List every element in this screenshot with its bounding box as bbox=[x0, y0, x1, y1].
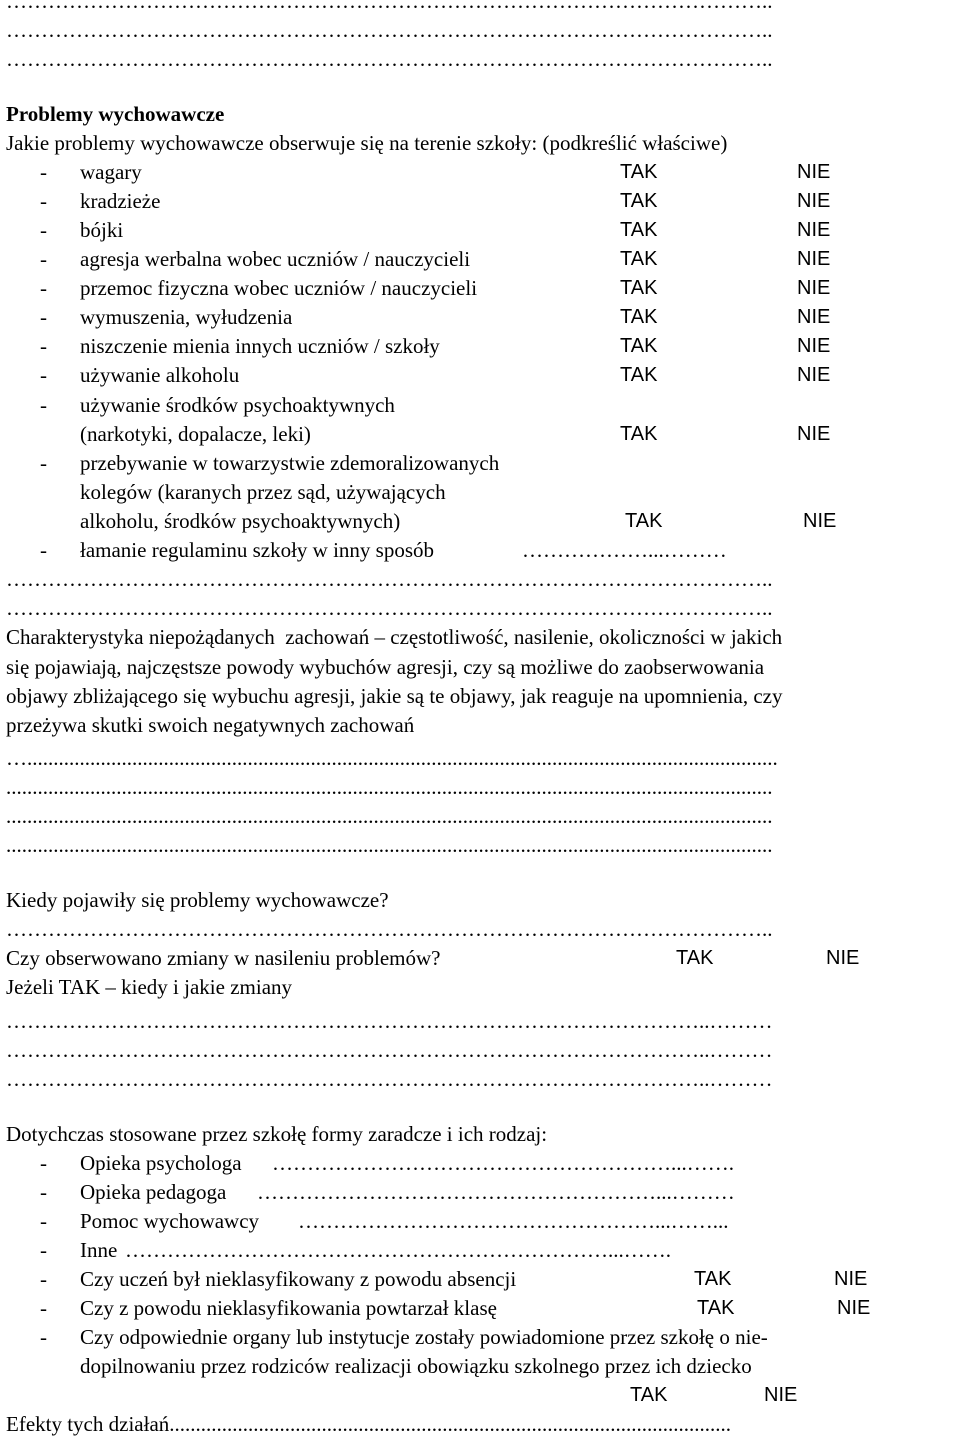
remedy-label: Opieka psychologa bbox=[80, 1151, 242, 1175]
dotted-line[interactable]: ………………………………………………………………………………………..……… bbox=[6, 1009, 773, 1033]
dash: - bbox=[40, 1209, 47, 1233]
tak-option[interactable]: TAK bbox=[620, 306, 658, 328]
nie-option[interactable]: NIE bbox=[797, 190, 831, 212]
dotted-line[interactable]: ……………………………………………………………………………………………….. bbox=[6, 596, 773, 620]
tak-option[interactable]: TAK bbox=[620, 335, 658, 357]
dash: - bbox=[40, 305, 47, 329]
tak-option[interactable]: TAK bbox=[620, 219, 658, 241]
dotted-line: ……………………………………………………………………………………………….. bbox=[6, 0, 773, 13]
answer-dots[interactable]: ……………………………………………...……... bbox=[298, 1209, 729, 1233]
section-title-problems: Problemy wychowawcze bbox=[6, 102, 225, 126]
changes-question: Czy obserwowano zmiany w nasileniu problemów? bbox=[6, 946, 441, 970]
dash: - bbox=[40, 1325, 47, 1349]
behavior-characteristics-text: Charakterystyka niepożądanych zachowań – częstotliwość, nasilenie, okoliczności w jakich bbox=[6, 625, 783, 649]
nie-option[interactable]: NIE bbox=[797, 423, 831, 445]
problem-label: wymuszenia, wyłudzenia bbox=[80, 305, 293, 329]
problem-label: kradzieże bbox=[80, 189, 161, 213]
dotted-line[interactable]: .................................................................................................................................................. bbox=[6, 804, 773, 828]
dotted-line[interactable]: ……………………………………………………………………………………………….. bbox=[6, 917, 773, 941]
tak-option[interactable]: TAK bbox=[620, 190, 658, 212]
repeat-question: Czy z powodu nieklasyfikowania powtarzał klasę bbox=[80, 1296, 497, 1320]
problem-label: wagary bbox=[80, 160, 142, 184]
dotted-line[interactable]: ………………………………………………………………………………………..……… bbox=[6, 1038, 773, 1062]
dash: - bbox=[40, 538, 47, 562]
dash: - bbox=[40, 1238, 47, 1262]
remedy-label: Inne bbox=[80, 1238, 118, 1262]
tak-option[interactable]: TAK bbox=[620, 248, 658, 270]
remedy-label: Pomoc wychowawcy bbox=[80, 1209, 260, 1233]
answer-dots[interactable]: …………………………………………………...……. bbox=[272, 1151, 734, 1175]
dotted-line: ……………………………………………………………………………………………….. bbox=[6, 47, 773, 71]
tak-option[interactable]: TAK bbox=[630, 1384, 668, 1406]
dash: - bbox=[40, 451, 47, 475]
tak-option[interactable]: TAK bbox=[625, 510, 663, 532]
notify-question: dopilnowaniu przez rodziców realizacji obowiązku szkolnego przez ich dziecko bbox=[80, 1354, 752, 1378]
dash: - bbox=[40, 1151, 47, 1175]
effects-line[interactable]: Efekty tych działań........................................................................................................... bbox=[6, 1412, 732, 1436]
dotted-line[interactable]: ……………………………………………………………………………………………….. bbox=[6, 567, 773, 591]
dash: - bbox=[40, 393, 47, 417]
tak-option[interactable]: TAK bbox=[620, 423, 658, 445]
dash: - bbox=[40, 1180, 47, 1204]
nie-option[interactable]: NIE bbox=[837, 1297, 871, 1319]
problem-label: przemoc fizyczna wobec uczniów / nauczycieli bbox=[80, 276, 478, 300]
dotted-line[interactable]: ………………………………………………………………………………………..……… bbox=[6, 1067, 773, 1091]
problem-label: alkoholu, środków psychoaktywnych) bbox=[80, 509, 401, 533]
problems-question: Jakie problemy wychowawcze obserwuje się na terenie szkoły: (podkreślić właściwe) bbox=[6, 131, 728, 155]
nie-option[interactable]: NIE bbox=[797, 161, 831, 183]
nie-option[interactable]: NIE bbox=[797, 219, 831, 241]
problem-label: łamanie regulaminu szkoły w inny sposób bbox=[80, 538, 435, 562]
dash: - bbox=[40, 218, 47, 242]
dotted-line: ……………………………………………………………………………………………….. bbox=[6, 18, 773, 42]
dash: - bbox=[40, 276, 47, 300]
tak-option[interactable]: TAK bbox=[676, 947, 714, 969]
answer-dots[interactable]: …………………………………………………...……… bbox=[257, 1180, 735, 1204]
absence-question: Czy uczeń był nieklasyfikowany z powodu absencji bbox=[80, 1267, 517, 1291]
problem-label: kolegów (karanych przez sąd, używających bbox=[80, 480, 446, 504]
behavior-characteristics-text: przeżywa skutki swoich negatywnych zachowań bbox=[6, 713, 415, 737]
behavior-characteristics-text: objawy zbliżającego się wybuchu agresji, jakie są te objawy, jak reaguje na upomnienia, czy bbox=[6, 684, 783, 708]
dash: - bbox=[40, 189, 47, 213]
problem-label: niszczenie mienia innych uczniów / szkoły bbox=[80, 334, 440, 358]
answer-dots[interactable]: ……………………………………………………………...……. bbox=[125, 1238, 671, 1262]
problem-label: przebywanie w towarzystwie zdemoralizowanych bbox=[80, 451, 500, 475]
dash: - bbox=[40, 363, 47, 387]
nie-option[interactable]: NIE bbox=[797, 277, 831, 299]
if-tak-question: Jeżeli TAK – kiedy i jakie zmiany bbox=[6, 975, 293, 999]
problem-label: (narkotyki, dopalacze, leki) bbox=[80, 422, 311, 446]
problem-label: używanie alkoholu bbox=[80, 363, 240, 387]
nie-option[interactable]: NIE bbox=[834, 1268, 868, 1290]
problem-label: używanie środków psychoaktywnych bbox=[80, 393, 395, 417]
notify-question: Czy odpowiednie organy lub instytucje zostały powiadomione przez szkołę o nie- bbox=[80, 1325, 768, 1349]
tak-option[interactable]: TAK bbox=[620, 364, 658, 386]
answer-dots[interactable]: ………………...……… bbox=[522, 538, 727, 562]
nie-option[interactable]: NIE bbox=[764, 1384, 798, 1406]
tak-option[interactable]: TAK bbox=[694, 1268, 732, 1290]
dotted-line[interactable]: …............................................................................................................................................... bbox=[6, 746, 778, 770]
remedy-label: Opieka pedagoga bbox=[80, 1180, 227, 1204]
dash: - bbox=[40, 1296, 47, 1320]
tak-option[interactable]: TAK bbox=[697, 1297, 735, 1319]
tak-option[interactable]: TAK bbox=[620, 161, 658, 183]
problem-label: bójki bbox=[80, 218, 124, 242]
nie-option[interactable]: NIE bbox=[797, 306, 831, 328]
dash: - bbox=[40, 247, 47, 271]
when-problems-question: Kiedy pojawiły się problemy wychowawcze? bbox=[6, 888, 389, 912]
nie-option[interactable]: NIE bbox=[797, 335, 831, 357]
dash: - bbox=[40, 1267, 47, 1291]
remedies-title: Dotychczas stosowane przez szkołę formy zaradcze i ich rodzaj: bbox=[6, 1122, 548, 1146]
behavior-characteristics-text: się pojawiają, najczęstsze powody wybuchów agresji, czy są możliwe do zaobserwowania bbox=[6, 655, 765, 679]
nie-option[interactable]: NIE bbox=[826, 947, 860, 969]
dotted-line[interactable]: .................................................................................................................................................. bbox=[6, 775, 773, 799]
problem-label: agresja werbalna wobec uczniów / nauczycieli bbox=[80, 247, 471, 271]
dash: - bbox=[40, 334, 47, 358]
nie-option[interactable]: NIE bbox=[797, 248, 831, 270]
dash: - bbox=[40, 160, 47, 184]
nie-option[interactable]: NIE bbox=[803, 510, 837, 532]
dotted-line[interactable]: .................................................................................................................................................. bbox=[6, 833, 773, 857]
nie-option[interactable]: NIE bbox=[797, 364, 831, 386]
tak-option[interactable]: TAK bbox=[620, 277, 658, 299]
